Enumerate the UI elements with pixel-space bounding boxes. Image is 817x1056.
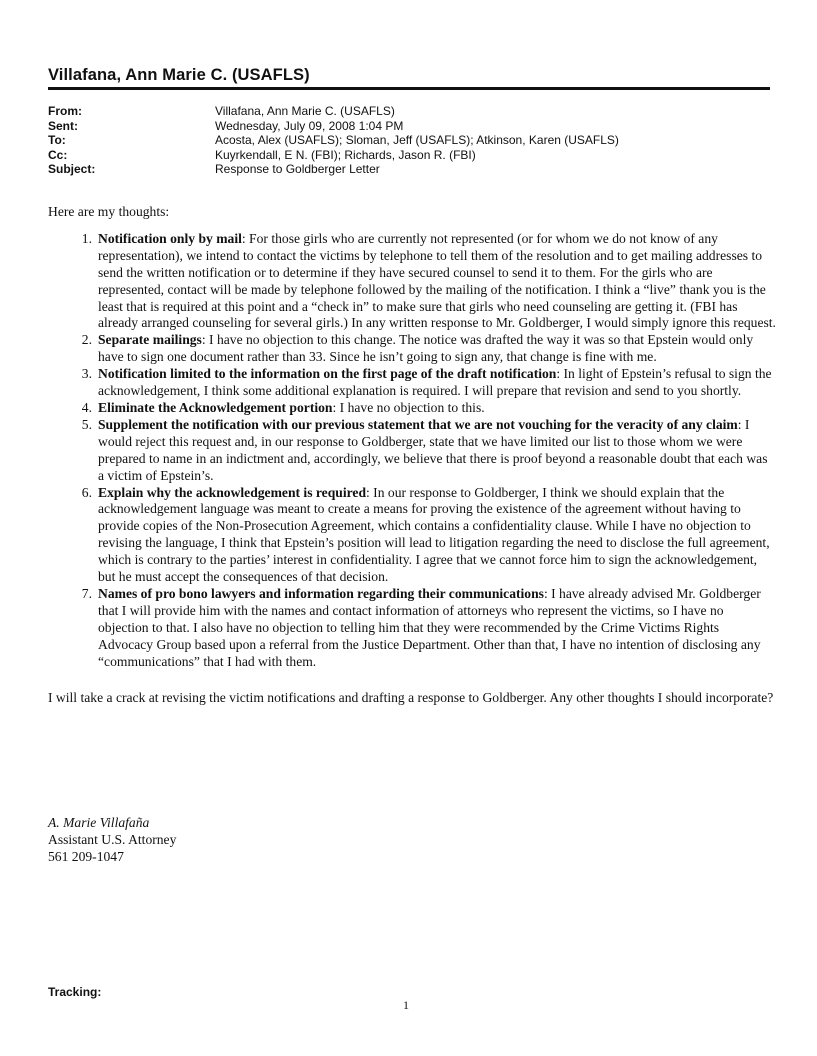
list-item [81,585,776,671]
response-list [48,231,776,671]
subject-row [48,162,768,177]
item-heading: Separate mailings [98,332,202,348]
item-heading: Explain why the acknowledgement is required [98,484,366,500]
item-text: : I would reject this request and, in our response to Goldberger, state that we have limited our list to those whom we were prepared to name in an indictment and, accordingly, we believe that there is proof beyond a reasonable doubt that each was a victim of Epstein’s. [98,416,768,483]
subject-label: Subject: [48,162,96,177]
email-body [48,204,776,707]
signature-name: A. Marie Villafaña [48,815,150,830]
item-number: 2. [81,332,92,348]
item-text: : I have already advised Mr. Goldberger that I will provide him with the names and contact information of attorneys who represent the victims, so I have no objection to that. I also have no objection to telling him that they were recommended by the Crime Victims Rights Advocacy Group based upon a referral from the Justice Department. Other than that, I have no intention of disclosing any “communications” that I had with them. [98,585,761,669]
item-number: 5. [81,416,92,432]
from-row [48,104,768,119]
list-item [81,484,776,586]
item-heading: Names of pro bono lawyers and information regarding their communications [98,585,544,601]
to-row [48,133,768,148]
list-item [81,366,776,400]
sent-label: Sent: [48,118,78,133]
to-value: Acosta, Alex (USAFLS); Sloman, Jeff (USAFLS); Atkinson, Karen (USAFLS) [215,133,619,148]
email-header [48,104,768,177]
item-number: 3. [81,366,92,382]
item-text: : In our response to Goldberger, I think we should explain that the acknowledgement language was meant to create a means for proving the existence of the agreement without having to provide copies of the Non-Prosecution Agreement, which contains a confidentiality clause. While I have no objection to revising the language, I think that Epstein’s position will lead to litigation regarding the need to disclose the full agreement, which is contrary to the parties’ interest in confidentiality. I agree that we cannot force him to sign the acknowledgement, but he must accept the consequences of that decision. [98,484,770,585]
from-label: From: [48,104,82,118]
signature-phone: 561 209-1047 [48,849,124,864]
list-item [81,416,776,485]
title-divider [48,87,770,90]
mailbox-owner-title: Villafana, Ann Marie C. (USAFLS) [48,66,310,84]
sent-value: Wednesday, July 09, 2008 1:04 PM [215,118,404,133]
list-item [81,230,776,332]
item-heading: Eliminate the Acknowledgement portion [98,399,333,415]
from-value: Villafana, Ann Marie C. (USAFLS) [215,104,395,118]
subject-value: Response to Goldberger Letter [215,162,380,177]
tracking-label: Tracking: [48,985,102,999]
page-number: 1 [403,998,409,1012]
item-text: : I have no objection to this. [332,399,485,415]
item-text: : In light of Epstein’s refusal to sign the acknowledgement, I think some additional explanation is required. I will prepare that revision and send to you shortly. [98,366,772,399]
cc-value: Kuyrkendall, E N. (FBI); Richards, Jason R. (FBI) [215,147,476,162]
cc-row [48,148,768,163]
signature-title: Assistant U.S. Attorney [48,832,177,847]
item-heading: Supplement the notification with our previous statement that we are not vouching for the veracity of any claim [98,416,738,432]
sent-row [48,119,768,134]
list-item [81,399,776,417]
signature-block [48,814,176,865]
cc-label: Cc: [48,147,68,162]
closing-text: I will take a crack at revising the victim notifications and drafting a response to Goldberger. Any other thoughts I should incorporate? [48,690,774,706]
item-number: 6. [81,484,92,500]
list-item [81,332,776,366]
item-text: : I have no objection to this change. The notice was drafted the way it was so that Epstein would only have to sign one document rather than 33. Since he isn’t going to sign any, that change is fine with me. [98,332,754,365]
item-number: 1. [81,230,92,246]
intro-text: Here are my thoughts: [48,204,170,219]
item-number: 7. [81,585,92,601]
item-number: 4. [81,399,92,415]
to-label: To: [48,133,66,148]
item-text: : For those girls who are currently not represented (or for whom we do not know of any representation), we intend to contact the victims by telephone to tell them of the resolution and to get mailing addresses to send the written notification or to determine if they have secured counsel to send it to them. For the girls who are represented, contact will be made by telephone followed by the mailing of the notification. I think a “live” thank you is the least that is required at this point and a “check in” to make sure that girls who need counseling are getting it. (FBI has already arranged counseling for several girls.) In any written response to Mr. Goldberger, I would simply ignore this request. [98,230,776,331]
item-heading: Notification only by mail [98,230,242,246]
item-heading: Notification limited to the information on the first page of the draft notification [98,366,557,382]
